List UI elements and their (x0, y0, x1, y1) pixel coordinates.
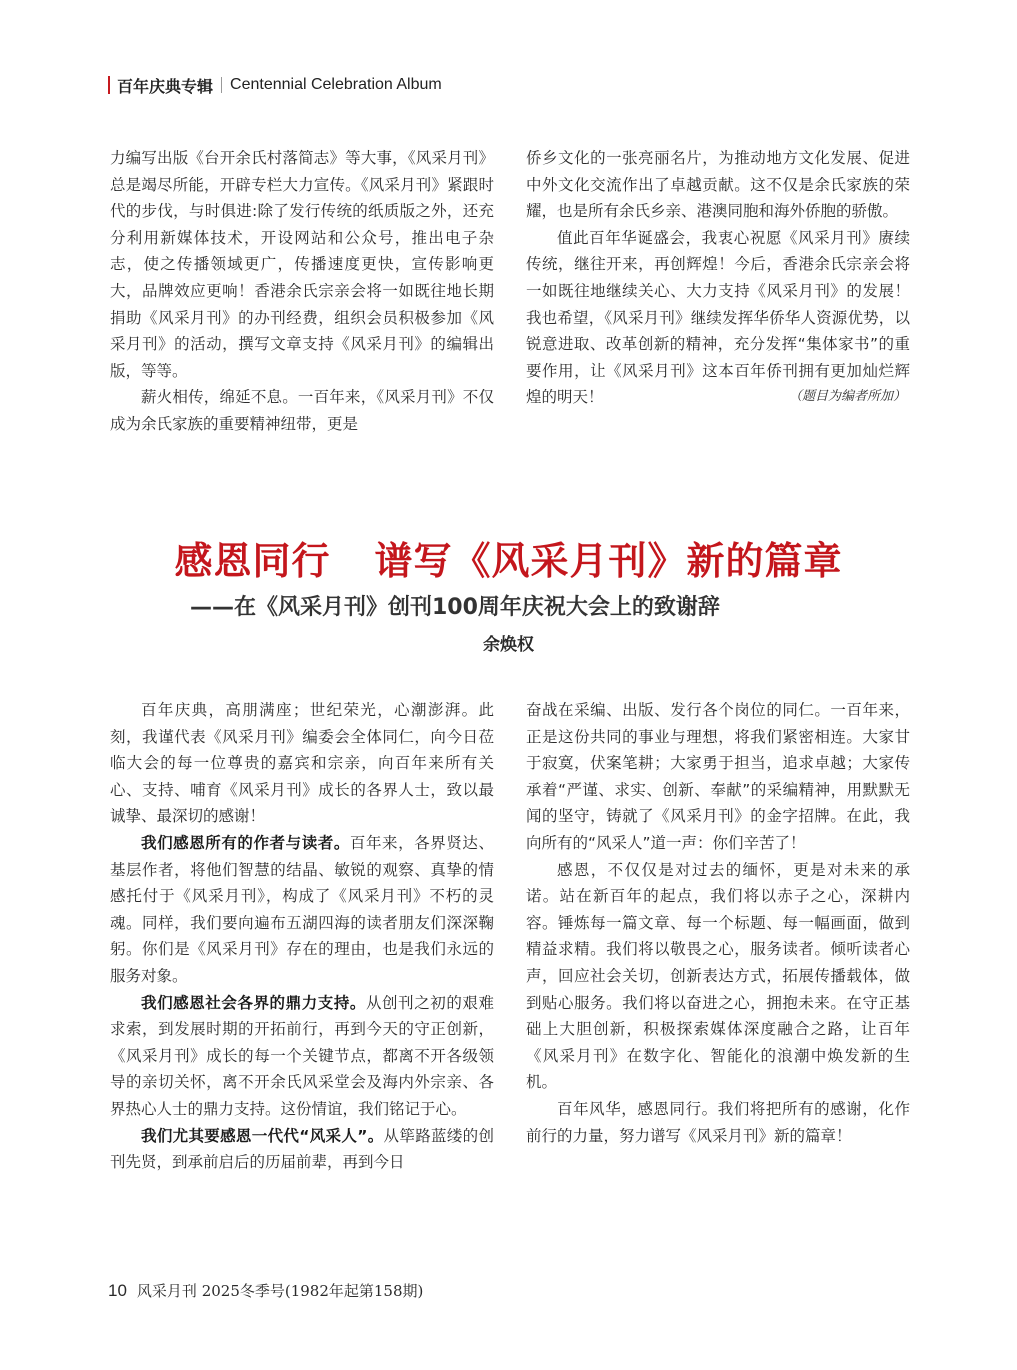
previous-article-right-column (526, 145, 910, 411)
paragraph: 我们感恩所有的作者与读者。百年来，各界贤达、基层作者，将他们智慧的结晶、敏锐的观察、真挚的情感托付于《风采月刊》，构成了《风采月刊》不朽的灵魂。同样，我们要向遍布五湖四海的读者朋友们深深鞠躬。你们是《风采月刊》存在的理由，也是我们永远的服务对象。 (110, 833, 494, 985)
paragraph: 奋战在采编、出版、发行各个岗位的同仁。一百年来，正是这份共同的事业与理想，将我们紧密相连。大家甘于寂寞，伏案笔耕；大家勇于担当，追求卓越；大家传承着“严谨、求实、创新、奉献”的采编精神，用默默无闻的坚守，铸就了《风采月刊》的金字招牌。在此，我向所有的“风采人”道一声：你们辛苦了！ (526, 701, 910, 852)
article-left-column (110, 697, 494, 1176)
paragraph: 我们尤其要感恩一代代“风采人”。从筚路蓝缕的创刊先贤，到承前启后的历届前辈，再到今日 (110, 1126, 494, 1172)
section-title-zh: 百年庆典专辑 (117, 76, 214, 96)
page-number: 10 (108, 1281, 127, 1300)
paragraph: 薪火相传，绵延不息。一百年来，《风采月刊》不仅成为余氏家族的重要精神纽带，更是 (110, 388, 494, 433)
issue-info: 风采月刊 2025冬季号(1982年起第158期) (136, 1282, 424, 1300)
paragraph: 感恩，不仅仅是对过去的缅怀，更是对未来的承诺。站在新百年的起点，我们将以赤子之心，深耕内容。锤炼每一篇文章、每一个标题、每一幅画面，做到精益求精。我们将以敬畏之心，服务读者。倾听读者心声，回应社会关切，创新表达方式，拓展传播载体，做到贴心服务。我们将以奋进之心，拥抱未来。在守正基础上大胆创新，积极探索媒体深度融合之路，让百年《风采月刊》在数字化、智能化的浪潮中焕发新的生机。 (526, 860, 910, 1092)
paragraph: 百年风华，感恩同行。我们将把所有的感谢，化作前行的力量，努力谱写《风采月刊》新的篇章！ (526, 1099, 910, 1145)
paragraph: 力编写出版《台开余氏村落简志》等大事，《风采月刊》总是竭尽所能，开辟专栏大力宣传。《风采月刊》紧跟时代的步伐，与时俱进:除了发行传统的纸质版之外，还充分利用新媒体技术，开设网站和公众号，推出电子杂志，使之传播领域更广，传播速度更快，宣传影响更大，品牌效应更响！香港余氏宗亲会将一如既往地长期捐助《风采月刊》的办刊经费，组织会员积极参加《风采月刊》的活动，撰写文章支持《风采月刊》的编辑出版，等等。 (110, 149, 494, 380)
article-title: 感恩同行 谱写《风采月刊》新的篇章 (174, 539, 843, 583)
article-subtitle: ——在《风采月刊》创刊100周年庆祝大会上的致谢辞 (190, 595, 720, 620)
paragraph: 值此百年华诞盛会，我衷心祝愿《风采月刊》赓续传统，继往开来，再创辉煌！今后，香港余氏宗亲会将一如既往地继续关心、大力支持《风采月刊》的发展！我也希望，《风采月刊》继续发挥华侨华人资源优势，以锐意进取、改革创新的精神，充分发挥“集体家书”的重要作用，让《风采月刊》这本百年侨刊拥有更加灿烂辉煌的明天！ （题目为编者所加） (526, 225, 910, 411)
section-title-en: Centennial Celebration Album (230, 76, 442, 93)
paragraph: 我们感恩社会各界的鼎力支持。从创刊之初的艰难求索，到发展时期的开拓前行，再到今天的守正创新，《风采月刊》成长的每一个关键节点，都离不开各级领导的亲切关怀，离不开余氏风采堂会及海内外宗亲、各界热心人士的鼎力支持。这份情谊，我们铭记于心。 (110, 993, 494, 1118)
header-accent-bar (108, 76, 110, 94)
paragraph: 百年庆典，高朋满座；世纪荣光，心潮澎湃。此刻，我谨代表《风采月刊》编委会全体同仁，向今日莅临大会的每一位尊贵的嘉宾和宗亲，向百年来所有关心、支持、哺育《风采月刊》成长的各界人士，致以最诚挚、最深切的感谢！ (110, 701, 494, 826)
paragraph: 侨乡文化的一张亮丽名片，为推动地方文化发展、促进中外文化交流作出了卓越贡献。这不仅是余氏家族的荣耀，也是所有余氏乡亲、港澳同胞和海外侨胞的骄傲。 (526, 149, 910, 221)
article-author: 余焕权 (483, 635, 534, 655)
lead-sentence: 我们感恩社会各界的鼎力支持。 (141, 993, 366, 1012)
page-footer (108, 1280, 423, 1301)
editor-note: （题目为编者所加） (788, 389, 906, 405)
lead-sentence: 我们尤其要感恩一代代“风采人”。 (141, 1126, 384, 1145)
article-right-column (526, 697, 910, 1149)
previous-article-left-column (110, 145, 494, 438)
header-divider (221, 77, 222, 93)
lead-sentence: 我们感恩所有的作者与读者。 (141, 833, 350, 852)
section-header (108, 72, 442, 98)
